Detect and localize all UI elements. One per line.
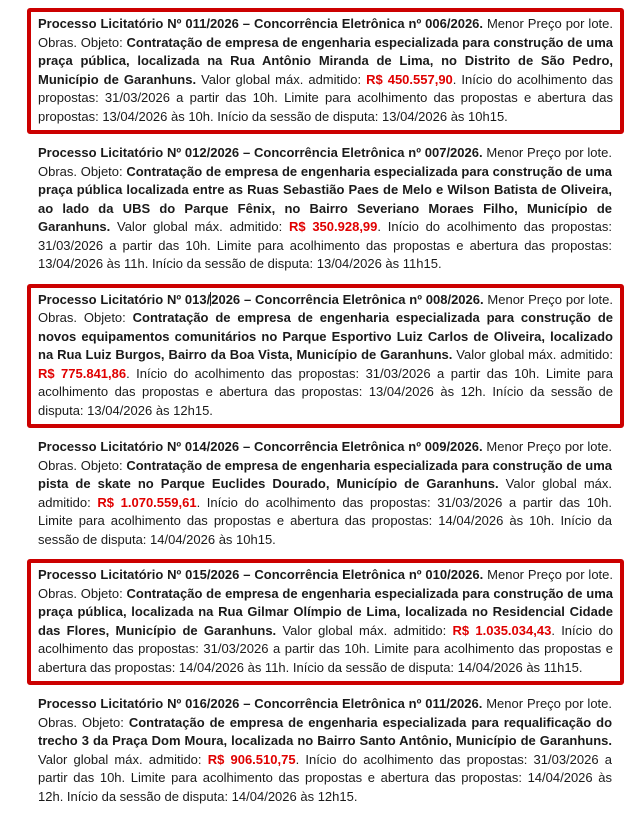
notice-value: R$ 775.841,86 — [38, 365, 127, 381]
notice-intro: Menor Preço por lote. Obras. Objeto: — [38, 145, 612, 179]
notice-intro: Menor Preço por lote. Obras. Objeto: — [38, 696, 612, 730]
notice-object: Contratação de empresa de engenharia especializada para construção de uma praça pública, localizada na Rua Antônio Miranda de Lima, no Distrito de São Pedro, Município de Garanhuns. — [38, 34, 613, 87]
notice-value: R$ 350.928,99 — [288, 219, 378, 234]
notice-value-label: Valor global máx. admitido: — [110, 219, 289, 234]
licitation-notice — [27, 284, 624, 429]
notice-title: Processo Licitatório Nº 013/2026 – Concorrência Eletrônica nº 008/2026. — [38, 291, 484, 307]
notice-object: Contratação de empresa de engenharia especializada para requalificação do trecho 3 da Praça Dom Moura, localizada no Bairro Santo Antônio, Município de Garanhuns. — [38, 714, 613, 748]
notice-value-label: Valor global máx. admitido: — [38, 476, 613, 510]
notice-object: Contratação de empresa de engenharia especializada para construção de uma praça pública, localizada na Rua Gilmar Olímpio de Lima, localizada no Residencial Cidade das Flores, Município de Garanhuns. — [38, 585, 613, 638]
notice-title: Processo Licitatório Nº 015/2026 – Concorrência Eletrônica nº 010/2026. — [38, 567, 484, 582]
notice-intro: Menor Preço por lote. Obras. Objeto: — [38, 439, 612, 473]
notice-value-label: Valor global máx. admitido: — [38, 751, 208, 767]
licitation-notice — [38, 144, 612, 274]
notice-intro: Menor Preço por lote. Obras. Objeto: — [38, 567, 613, 601]
notice-value: R$ 906.510,75 — [207, 751, 296, 767]
licitation-notice — [27, 8, 624, 134]
notice-value: R$ 450.557,90 — [366, 71, 453, 87]
notice-value-label: Valor global máx. admitido: — [276, 622, 453, 638]
notice-object: Contratação de empresa de engenharia especializada para construção de uma pista de skate no Parque Euclides Dourado, Município de Garanhuns. — [38, 457, 612, 491]
notice-schedule: . Início do acolhimento das propostas: 31/03/2026 a partir das 10h. Limite para acolhimento das propostas e abertura das propostas: 13/04/2026 às 10h. Início da sessão de disputa: 13/04/2026 às 10h15. — [38, 71, 613, 124]
notice-object: Contratação de empresa de engenharia especializada para construção de uma praça pública localizada entre as Ruas Sebastião Paes de Melo e Wilson Batista de Oliveira, ao lado da UBS do Parque Fênix, no Bairro Severiano Moraes Filho, Município de Garanhuns. — [38, 163, 612, 234]
notice-title: Processo Licitatório Nº 012/2026 – Concorrência Eletrônica nº 007/2026. — [38, 145, 483, 160]
notice-title: Processo Licitatório Nº 011/2026 – Concorrência Eletrônica nº 006/2026. — [38, 16, 484, 31]
notice-schedule: . Início do acolhimento das propostas: 31/03/2026 a partir das 10h. Limite para acolhimento das propostas e abertura das propostas: 14/04/2026 às 11h. Início da sessão de disputa: 14/04/2026 às 11h15. — [38, 622, 613, 675]
licitation-notice — [38, 438, 612, 549]
notice-title: Processo Licitatório Nº 014/2026 – Concorrência Eletrônica nº 009/2026. — [38, 439, 483, 454]
licitation-notice — [38, 695, 612, 806]
notice-schedule: . Início do acolhimento das propostas: 31/03/2026 a partir das 10h. Limite para acolhimento das propostas e abertura das propostas: 14/04/2026 às 12h. Início da sessão de disputa: 14/04/2026 às 12h15. — [38, 751, 612, 804]
notice-schedule: . Início do acolhimento das propostas: 31/03/2026 a partir das 10h. Limite para acolhimento das propostas e abertura das propostas: 13/04/2026 às 12h. Início da sessão de disputa: 13/04/2026 às 12h15. — [38, 365, 613, 418]
notice-object: Contratação de empresa de engenharia especializada para construção de novos equipamentos comunitários no Parque Esportivo Luiz Carlos de Oliveira, localizado na Rua Luiz Burgos, Bairro da Boa Vista, Município de Garanhuns. — [38, 310, 614, 362]
notice-intro: Menor Preço por lote. Obras. Objeto: — [38, 291, 614, 325]
licitation-notice — [27, 559, 624, 685]
notice-title: Processo Licitatório Nº 016/2026 – Concorrência Eletrônica nº 011/2026. — [38, 696, 483, 711]
notice-value-label: Valor global máx. admitido: — [452, 347, 613, 362]
notice-value: R$ 1.070.559,61 — [97, 494, 197, 510]
notice-value: R$ 1.035.034,43 — [452, 622, 552, 638]
notice-schedule: . Início do acolhimento das propostas: 31/03/2026 a partir das 10h. Limite para acolhimento das propostas e abertura das propostas: 14/04/2026 às 10h. Início da sessão de disputa: 14/04/2026 às 10h15. — [38, 494, 612, 547]
notice-value-label: Valor global máx. admitido: — [196, 71, 367, 87]
text-cursor — [210, 292, 211, 306]
notice-intro: Menor Preço por lote. Obras. Objeto: — [38, 16, 614, 50]
notice-schedule: . Início do acolhimento das propostas: 31/03/2026 a partir das 10h. Limite para acolhimento das propostas e abertura das propostas: 13/04/2026 às 11h. Início da sessão de disputa: 13/04/2026 às 11h15. — [38, 219, 613, 271]
